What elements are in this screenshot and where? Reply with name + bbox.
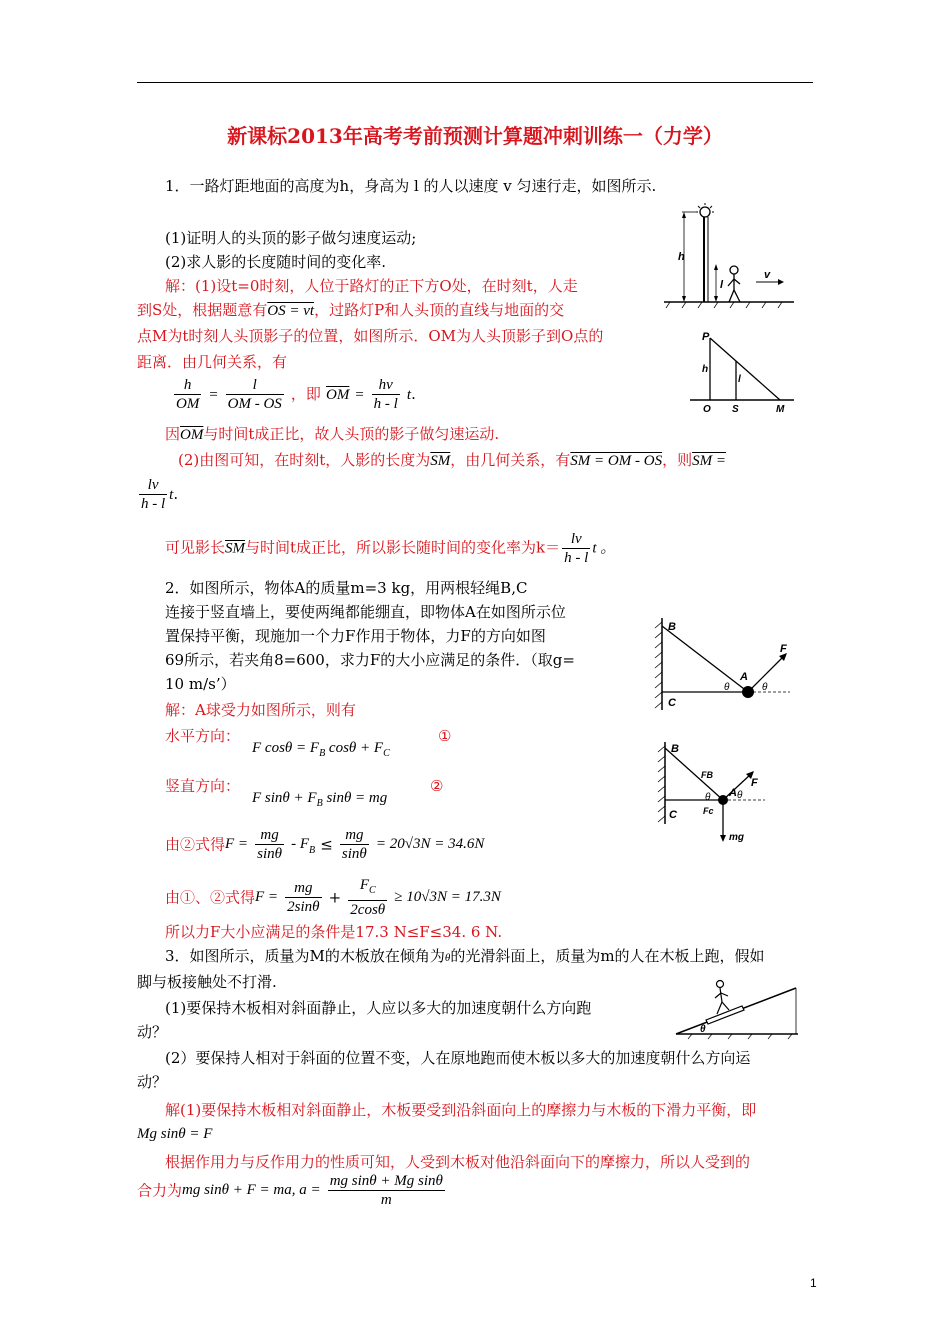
q1-solution-line3: 点M为t时刻人头顶影子的位置，如图所示．OM为人头顶影子到O点的	[137, 327, 604, 345]
runner-icon	[715, 981, 729, 1015]
q2-solution-intro: 解：A球受力如图所示，则有	[165, 701, 356, 719]
q1-sol7e: ，则	[662, 451, 693, 469]
fig3-label-A: A	[740, 671, 748, 683]
q2-veq-c: sinθ = mg	[322, 790, 388, 806]
q3-solution-line3	[137, 1172, 447, 1209]
fig5-theta: θ	[700, 1024, 706, 1035]
q2-from2-sin2: sinθ	[341, 846, 367, 862]
fig4-label-F: F	[751, 777, 758, 789]
fig4-theta2: θ	[737, 790, 743, 801]
q2-from2-label: 由②式得	[165, 835, 226, 854]
page-number: 1	[810, 1276, 817, 1290]
q1-sol7-eq: SM = OM - OS	[570, 453, 663, 469]
q3-solution-line1: 解(1)要保持木板相对斜面静止，木板要受到沿斜面向上的摩擦力与木板的下滑力平衡，即	[165, 1101, 757, 1119]
fig3-label-F: F	[780, 643, 787, 655]
fig3-theta1: θ	[724, 682, 730, 693]
q2-from2-equation	[165, 826, 484, 863]
q2-heq-c: cosθ + F	[325, 740, 384, 756]
q2-figure-forces	[655, 738, 775, 848]
q1-solution-line4: 距离．由几何关系，有	[137, 353, 288, 371]
sol9-t: t 。	[592, 540, 616, 557]
header-rule	[137, 82, 813, 83]
fig1-label-h: h	[678, 251, 685, 263]
q2-from2-mg2: mg	[345, 827, 364, 843]
eq1-t: t	[406, 387, 412, 403]
eq2-t: t	[169, 487, 174, 503]
q2-from12-equation	[165, 876, 501, 919]
q2-from12-result: ≥ 10√3N = 17.3N	[394, 889, 501, 905]
q2-from12-fc: F	[359, 877, 369, 893]
q2-line4: 69所示，若夹角8=600，求力F的大小应满足的条件．（取g=	[165, 651, 575, 669]
fig4-label-mg: mg	[729, 832, 744, 843]
q2-from12-label: 由①、②式得	[165, 888, 256, 907]
q1-part2: (2)求人影的长度随时间的变化率.	[165, 253, 387, 271]
q3-sol3-num: mg sinθ + Mg sinθ	[329, 1173, 443, 1189]
eq2-lv: lv	[147, 477, 159, 493]
q3-l1-theta: θ	[444, 952, 451, 964]
q3-line1	[165, 946, 765, 968]
q2-veq-b: B	[316, 798, 323, 809]
fig2-label-l: l	[738, 374, 741, 385]
fig3-label-C: C	[668, 697, 676, 709]
q2-heq-b: B	[319, 748, 326, 759]
eq1-h: h	[183, 377, 192, 393]
q1-equation-1: $\frac{h}{OM}$ = $\frac{l}{OM - OS}$ ，即 $\overline{OM}$ = $\frac{hv}{h - l}$ t.	[176, 377, 416, 412]
q1-sol7c: ，由几何关系，有	[450, 451, 571, 469]
eq2-hl: h - l	[141, 496, 166, 512]
q2-line2: 连接于竖直墙上，要使两绳都能绷直，即物体A在如图所示位	[165, 603, 566, 621]
q1-solution-line9	[165, 530, 615, 567]
q2-vertical-label: 竖直方向：	[165, 777, 241, 795]
q2-veq-a: F sinθ + F	[252, 790, 317, 806]
q3-line3: (1)要保持木板相对斜面静止，人应以多大的加速度朝什么方向跑	[165, 999, 592, 1017]
q1-sol9a: 可见影长	[165, 538, 226, 557]
q2-figure-setup	[650, 614, 800, 714]
q3-figure-incline	[672, 970, 802, 1040]
eq1-omos: OM - OS	[227, 396, 282, 412]
q1-solution-line6	[165, 424, 499, 445]
q1-eq-os-vt: OS = vt	[267, 303, 315, 319]
person-icon	[728, 266, 740, 302]
q2-from12-2cos: 2cosθ	[350, 902, 386, 918]
q2-horizontal-equation	[252, 738, 390, 764]
fig2-label-S: S	[732, 404, 739, 415]
q3-sol3-eq: mg sinθ + F = ma, a =	[182, 1182, 321, 1198]
fig2-label-P: P	[702, 331, 710, 343]
q1-solution-line7	[178, 450, 726, 471]
q2-line1: 2．如图所示，物体A的质量m=3 kg，用两根轻绳B,C	[165, 579, 528, 597]
eq1-om: OM	[176, 396, 200, 412]
q2-heq-d: C	[383, 748, 390, 759]
q1-sol-text: 到S处，根据题意有	[137, 301, 268, 319]
fig4-label-B: B	[671, 743, 679, 755]
q1-stem: 1．一路灯距地面的高度为h，身高为 l 的人以速度 v 匀速行走，如图所示.	[165, 177, 657, 195]
page-title: 新课标2013年高考考前预测计算题冲刺训练一（力学）	[227, 124, 723, 148]
q2-from2-result: = 20√3N = 34.6N	[375, 836, 485, 852]
q1-sol6c: 与时间t成正比，故人头顶的影子做匀速运动.	[203, 425, 500, 443]
q1-sol9c: 与时间t成正比，所以影长随时间的变化率为k＝	[245, 538, 561, 557]
fig4-label-C: C	[669, 809, 677, 821]
q3-l1c: 的光滑斜面上，质量为m的人在木板上跑，假如	[450, 947, 765, 965]
q1-sol7-sm2: SM =	[692, 453, 726, 469]
q2-from2-le: ≤	[320, 835, 333, 854]
rope-B	[662, 626, 748, 692]
eq1-om2: $\overline{OM}$	[326, 387, 350, 403]
q1-figure-lamp	[660, 202, 800, 312]
fig2-label-M: M	[776, 404, 785, 415]
q3-line4: 动？	[137, 1023, 168, 1041]
q2-from2-F: F =	[225, 836, 249, 852]
q2-conclusion: 所以力F大小应满足的条件是17.3 N≤F≤34. 6 N.	[165, 923, 503, 941]
q3-line6: 动？	[137, 1073, 168, 1091]
q2-line5: 10 m/s’）	[165, 675, 236, 693]
q2-from12-plus: +	[328, 888, 342, 907]
q3-line5: (2）要保持人相对于斜面的位置不变，人在原地跑而使木板以多大的加速度朝什么方向运	[165, 1049, 751, 1067]
q2-from12-fc-sub: C	[368, 885, 376, 896]
q2-from12-2sin: 2sinθ	[287, 899, 320, 915]
wooden-board	[706, 1006, 744, 1024]
fig4-label-FC: Fc	[703, 806, 714, 816]
fig1-label-v: v	[764, 269, 771, 281]
q3-sol3-den: m	[328, 1190, 445, 1209]
q2-mark1: ①	[438, 727, 452, 745]
q2-from2-fb: - F	[291, 836, 310, 852]
tension-FB	[665, 748, 723, 800]
fig4-theta1: θ	[705, 792, 711, 803]
q1-sol6a: 因	[165, 425, 181, 443]
sol9-lv: lv	[570, 531, 582, 547]
q1-sol7-sm: $\overline{SM}$	[430, 453, 451, 469]
q3-sol3a: 合力为	[137, 1181, 183, 1200]
fig2-label-O: O	[703, 404, 711, 415]
fig3-label-B: B	[668, 621, 676, 633]
eq1-hv: hv	[378, 377, 393, 393]
q1-solution-line2	[137, 300, 564, 321]
q3-solution-line2: 根据作用力与反作用力的性质可知，人受到木板对他沿斜面向下的摩擦力，所以人受到的	[165, 1153, 751, 1171]
q2-horizontal-label: 水平方向：	[165, 727, 241, 745]
fig4-label-A: A	[729, 787, 737, 799]
q2-line3: 置保持平衡，现施加一个力F作用于物体，力F的方向如图	[165, 627, 546, 645]
q1-sol-text2: ，过路灯P和人头顶的直线与地面的交	[314, 301, 565, 319]
eq1-hl: h - l	[373, 396, 398, 412]
q2-from12-F: F =	[255, 889, 279, 905]
q1-sol7a: (2)由图可知，在时刻t，人影的长度为	[178, 451, 431, 469]
q1-figure-geometry	[688, 326, 798, 416]
q2-vertical-equation	[252, 788, 387, 814]
q2-from2-sin: sinθ	[257, 846, 283, 862]
q1-sol6-om: $\overline{OM}$	[180, 427, 204, 443]
q1-equation-2: $\frac{lv}{h - l}$ t.	[141, 477, 179, 512]
light-ray-line	[710, 338, 780, 400]
q3-line2: 脚与板接触处不打滑.	[137, 973, 277, 991]
lamp-icon	[700, 207, 710, 217]
q2-heq-a: F cosθ = F	[252, 740, 320, 756]
q2-from12-mg: mg	[294, 880, 313, 896]
fig1-label-l: l	[720, 279, 724, 291]
q1-part1: (1)证明人的头顶的影子做匀速度运动;	[165, 229, 417, 247]
q3-l1a: 3．如图所示，质量为M的木板放在倾角为	[165, 947, 445, 965]
q1-sol9-sm: $\overline{SM}$	[225, 540, 246, 557]
fig2-label-h: h	[702, 364, 709, 375]
sol9-hl: h - l	[564, 550, 589, 566]
fig4-label-FB: FB	[701, 770, 713, 780]
eq1-l: l	[252, 377, 257, 393]
fig3-theta2: θ	[762, 682, 768, 693]
q2-mark2: ②	[430, 777, 444, 795]
q2-from2-mg: mg	[260, 827, 279, 843]
q1-solution-line1: 解：(1)设t=0时刻，人位于路灯的正下方O处，在时刻t，人走	[165, 277, 578, 295]
q2-from2-fb-sub: B	[309, 845, 316, 857]
eq1-ji: ，即	[290, 385, 321, 403]
q3-solution-eq1: Mg sinθ = F	[137, 1126, 213, 1142]
